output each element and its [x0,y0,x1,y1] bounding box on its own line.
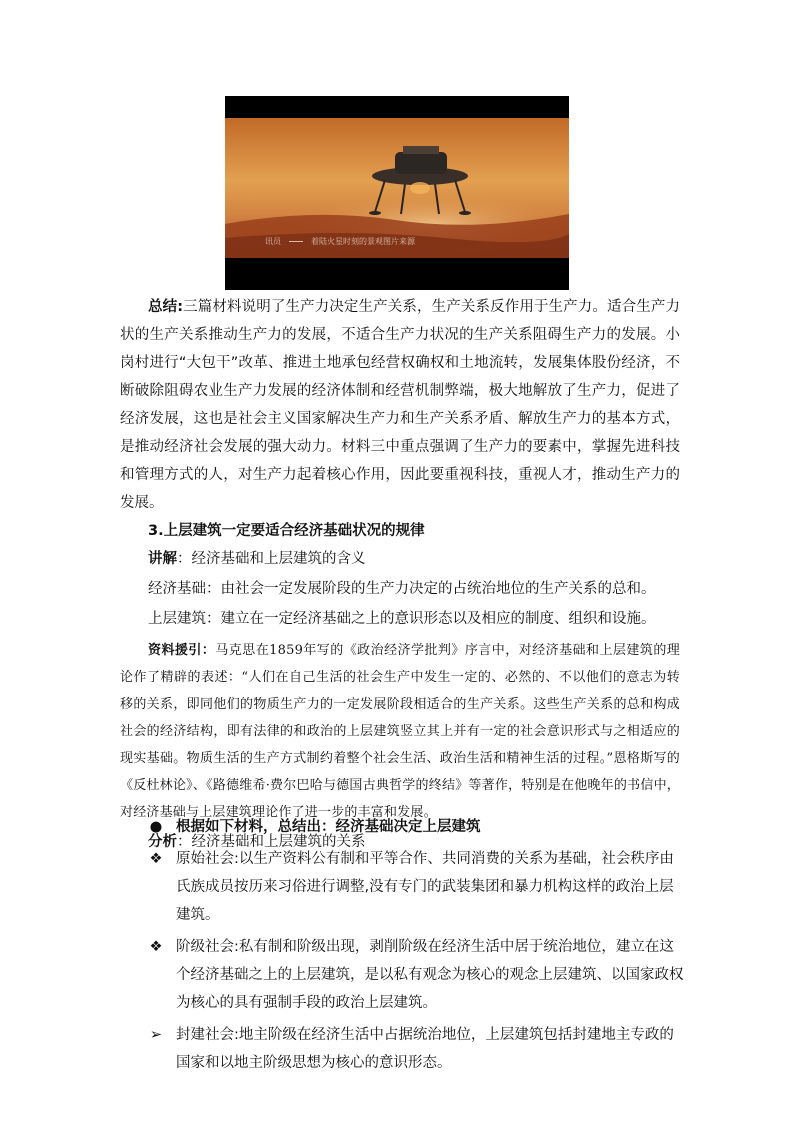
list-item-text: 根据如下材料，总结出：经济基础决定上层建筑 [176,819,481,835]
photo-caption [265,236,415,247]
list-item [146,933,686,1017]
quote-paragraph [120,637,680,826]
list-item [146,845,686,929]
list-item-text: 原始社会:以生产资料公有制和平等合作、共同消费的关系为基础，社会秩序由氏族成员按历来习俗进行调整,没有专门的武装集团和暴力机构这样的政治上层建筑。 [176,851,674,923]
mars-lander-photo [225,96,569,290]
section-heading: 3.上层建筑一定要适合经济基础状况的规律 [148,523,425,539]
explain-line [120,545,680,573]
explain-label: 讲解 [148,551,177,567]
quote-label: 资料援引： [148,643,216,658]
summary-paragraph [120,293,680,517]
explain-text: ：经济基础和上层建筑的含义 [177,551,366,567]
list-item [146,1021,686,1077]
base-definition: 经济基础：由社会一定发展阶段的生产力决定的占统治地位的生产关系的总和。 [148,581,656,597]
bullet-dot-icon: ● [149,819,163,835]
summary-text: 三篇材料说明了生产力决定生产关系，生产关系反作用于生产力。适合生产力状的生产关系推动生产力的发展，不适合生产力状况的生产关系阻碍生产力的发展。小岗村进行“大包干”改革、推进土地承包经营权确权和土地流转，发展集体股份经济，不断破除阻碍农业生产力发展的经济体制和经营机制弊端，极大地解放了生产力，促进了经济发展，这也是社会主义国家解决生产力和生产关系矛盾、解放生产力的基本方式，是推动经济社会发展的强大动力。材料三中重点强调了生产力的要素中，掌握先进科技和管理方式的人，对生产力起着核心作用，因此要重视科技，重视人才，推动生产力的发展。 [120,299,680,511]
caption-left: 讯员 [265,237,281,246]
list-item-text: 封建社会:地主阶级在经济生活中占据统治地位，上层建筑包括封建地主专政的国家和以地主阶级思想为核心的意识形态。 [176,1027,674,1071]
bullet-arrow-icon: ➢ [149,1027,163,1043]
lander-illustration [225,96,569,290]
list-item-main [146,813,686,841]
bullet-diamond-icon: ❖ [149,851,163,867]
caption-right: 着陆火星时刻的景观图片来源 [311,237,415,246]
relationship-list [146,813,686,1077]
summary-block [120,293,680,856]
superstructure-definition: 上层建筑：建立在一定经济基础之上的意识形态以及相应的制度、组织和设施。 [148,611,656,627]
analysis-label: 分析 [148,834,177,850]
quote-text: 马克思在1859年写的《政治经济学批判》序言中，对经济基础和上层建筑的理论作了精辟的表述：“人们在自己生活的社会生产中发生一定的、必然的、不以他们的意志为转移的关系，即同他们的物质生产力的一定发展阶段相适合的生产关系。这些生产关系的总和构成社会的经济结构，即有法律的和政治的上层建筑竖立其上并有一定的社会意识形式与之相适应的现实基础。物质生活的生产方式制约着整个社会生活、政治生活和精神生活的过程。”恩格斯写的《反杜林论》、《路德维希·费尔巴哈与德国古典哲学的终结》等著作，特别是在他晚年的书信中，对经济基础与上层建筑理论作了进一步的丰富和发展。 [120,643,680,820]
summary-label: 总结: [148,299,184,315]
bullet-diamond-icon: ❖ [149,939,163,955]
list-item-text: 阶级社会:私有制和阶级出现，剥削阶级在经济生活中居于统治地位，建立在这个经济基础之上的上层建筑，是以私有观念为核心的观念上层建筑、以国家政权为核心的具有强制手段的政治上层建筑。 [176,939,684,1011]
analysis-text: ：经济基础和上层建筑的关系 [177,834,366,850]
